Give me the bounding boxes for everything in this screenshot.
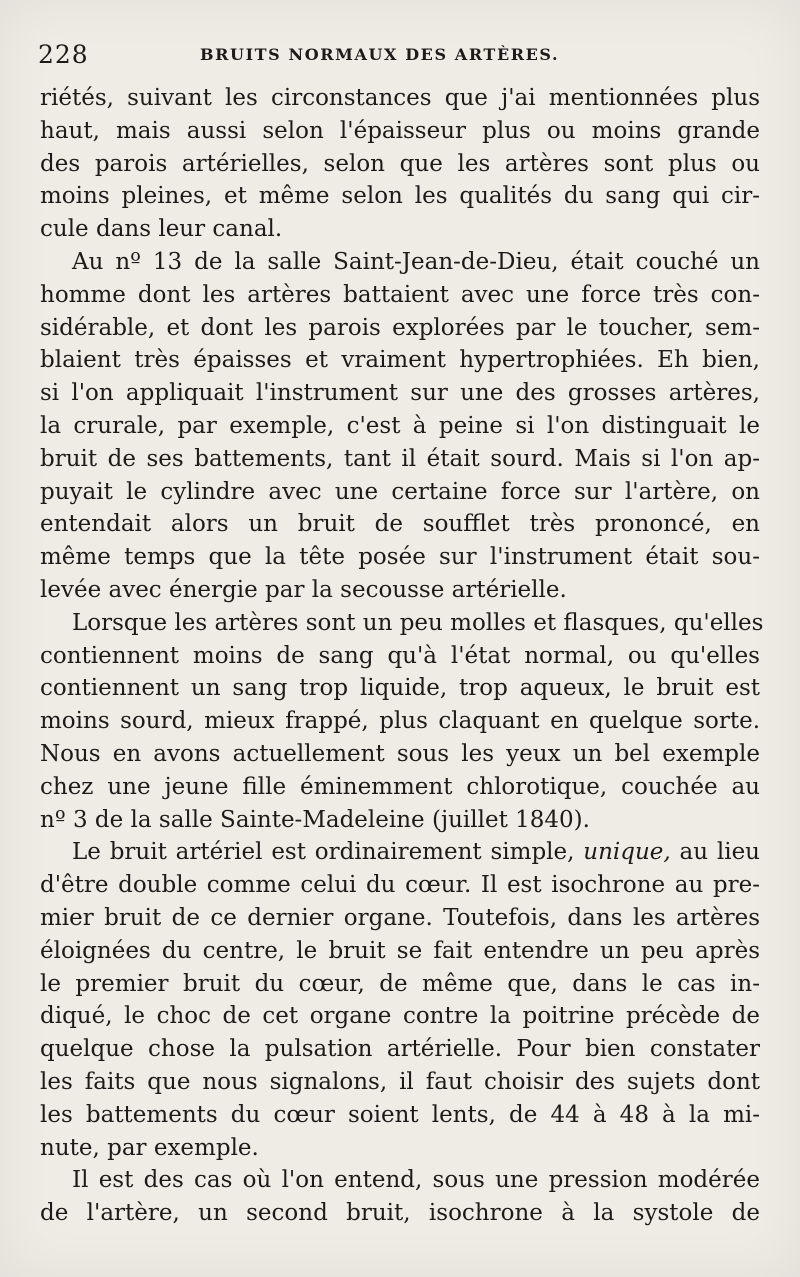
page-number: 228	[38, 40, 89, 69]
text-line: homme dont les artères battaient avec une force très con-	[40, 281, 760, 308]
text-line: contiennent un sang trop liquide, trop aqueux, le bruit est	[40, 675, 760, 702]
text-line: si l'on appliquait l'instrument sur une des grosses artères,	[40, 380, 760, 407]
paragraph-start-line: Lorsque les artères sont un peu molles et flasques, qu'elles	[72, 609, 764, 636]
page-header	[38, 40, 762, 70]
text-line: nº 3 de la salle Sainte-Madeleine (juillet 1840).	[40, 806, 590, 833]
text-line: les faits que nous signalons, il faut choisir des sujets dont	[40, 1068, 760, 1095]
text-line: éloignées du centre, le bruit se fait entendre un peu après	[40, 937, 760, 964]
text-segment: Le bruit artériel est ordinairement simple,	[72, 839, 575, 866]
text-line: blaient très épaisses et vraiment hypertrophiées. Eh bien,	[40, 347, 760, 374]
text-line: quelque chose la pulsation artérielle. Pour bien constater	[40, 1036, 760, 1063]
text-line: de l'artère, un second bruit, isochrone à la systole de	[40, 1200, 760, 1227]
text-line: riétés, suivant les circonstances que j'ai mentionnées plus	[40, 85, 760, 111]
text-line: nute, par exemple.	[40, 1134, 259, 1161]
text-line: les battements du cœur soient lents, de 44 à 48 à la mi-	[40, 1101, 760, 1128]
text-line: sidérable, et dont les parois explorées par le toucher, sem-	[40, 314, 760, 341]
text-line: moins sourd, mieux frappé, plus claquant en quelque sorte.	[40, 708, 760, 735]
text-line: haut, mais aussi selon l'épaisseur plus ou moins grande	[40, 117, 760, 144]
paragraph-start-line: Il est des cas où l'on entend, sous une pression modérée	[72, 1167, 760, 1194]
text-line: contiennent moins de sang qu'à l'état normal, ou qu'elles	[40, 642, 760, 669]
text-segment: au lieu	[679, 839, 760, 866]
text-line: levée avec énergie par la secousse artérielle.	[40, 576, 567, 603]
text-line: même temps que la tête posée sur l'instrument était sou-	[40, 544, 760, 571]
text-line: entendait alors un bruit de soufflet très prononcé, en	[40, 511, 760, 538]
text-line: cule dans leur canal.	[40, 216, 283, 243]
paragraph-start-line: Au nº 13 de la salle Saint-Jean-de-Dieu, était couché un	[72, 248, 760, 275]
text-line: le premier bruit du cœur, de même que, dans le cas in-	[40, 970, 760, 997]
text-line: des parois artérielles, selon que les artères sont plus ou	[40, 150, 760, 177]
text-line: chez une jeune fille éminemment chlorotique, couchée au	[40, 773, 760, 800]
text-line: bruit de ses battements, tant il était sourd. Mais si l'on ap-	[40, 445, 760, 472]
running-head: BRUITS NORMAUX DES ARTÈRES.	[200, 45, 560, 64]
body-text	[40, 82, 764, 1230]
text-line: la crurale, par exemple, c'est à peine si l'on distinguait le	[40, 412, 760, 439]
text-line: Nous en avons actuellement sous les yeux un bel exemple	[40, 740, 760, 767]
text-line: puyait le cylindre avec une certaine force sur l'artère, on	[40, 478, 760, 505]
text-line: moins pleines, et même selon les qualités du sang qui cir-	[40, 183, 760, 210]
text-line: mier bruit de ce dernier organe. Toutefois, dans les artères	[40, 904, 760, 931]
text-line: diqué, le choc de cet organe contre la poitrine précède de	[40, 1003, 760, 1030]
italic-word: unique,	[583, 839, 671, 866]
paragraph-start-line	[40, 836, 760, 869]
text-line: d'être double comme celui du cœur. Il est isochrone au pre-	[40, 872, 760, 899]
